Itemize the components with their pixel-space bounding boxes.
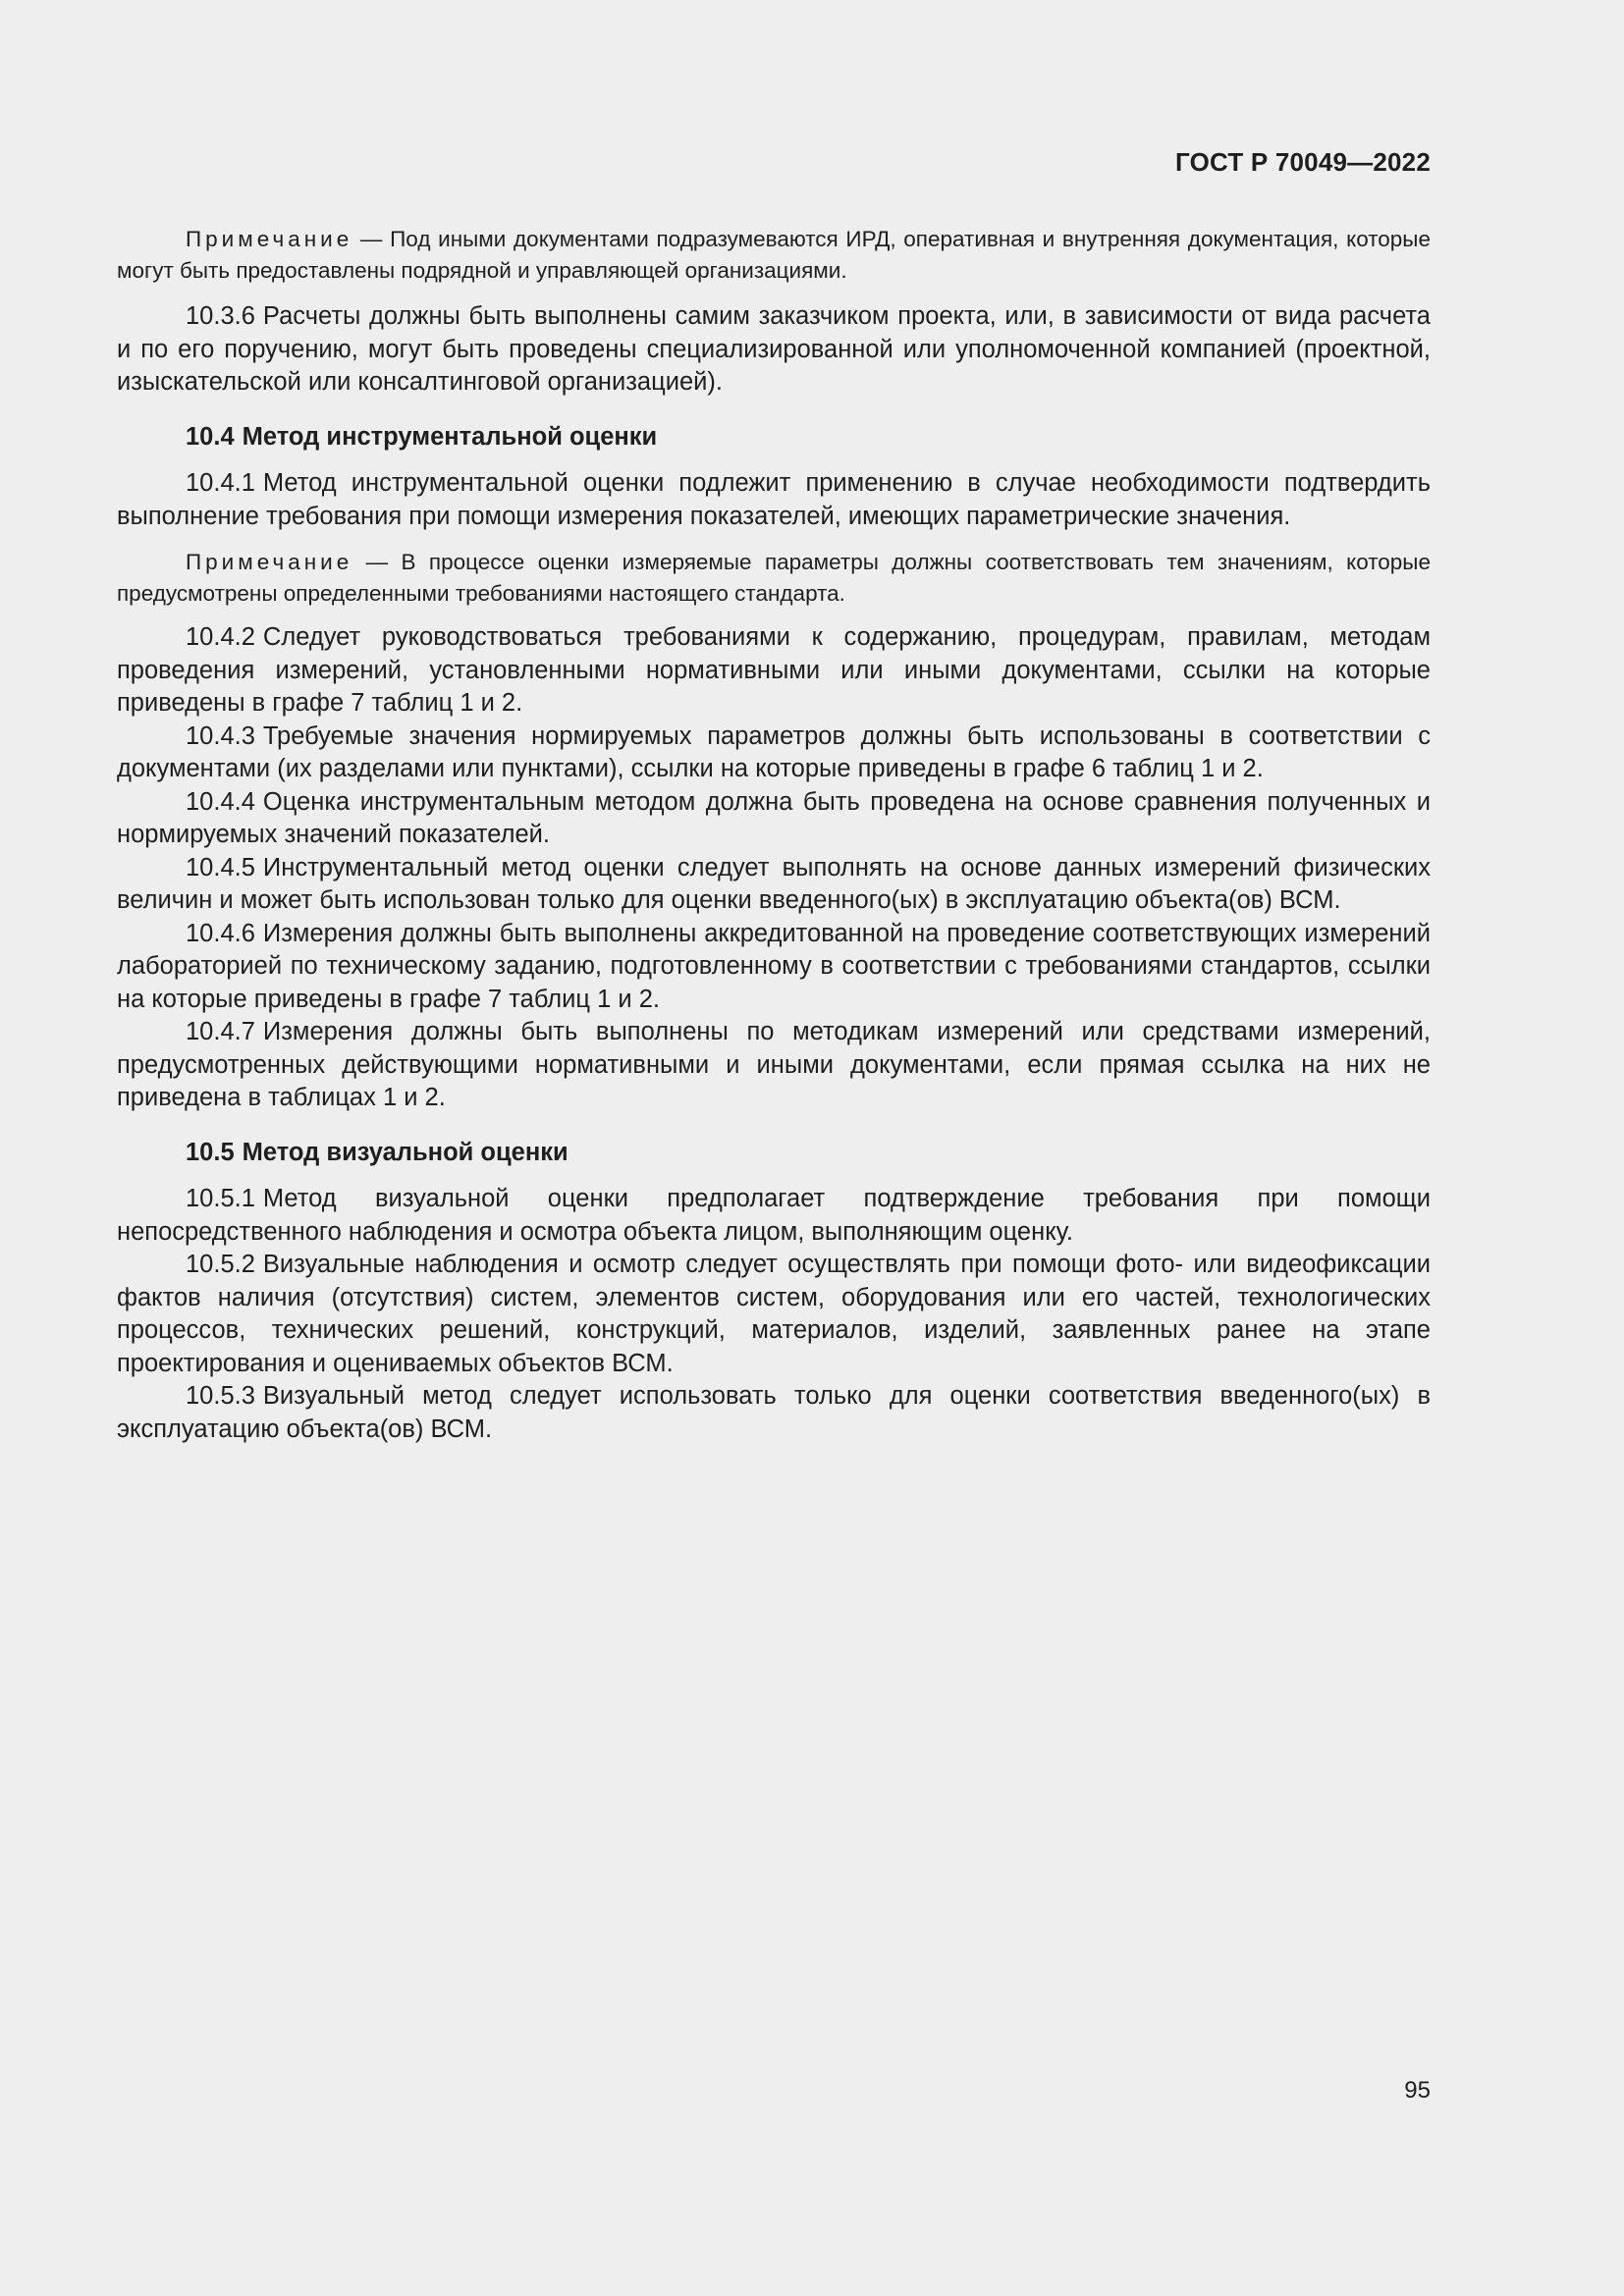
clause-10-3-6 — [117, 300, 1431, 400]
clause-text: Следует руководствоваться требованиями к содержанию, процедурам, правилам, методам проведения измерений, установленными нормативными или иными документами, ссылки на которые приведены в графе 7 таблиц 1 и 2. — [117, 623, 1431, 717]
clause-number: 10.4.5 — [186, 853, 255, 881]
clause-text: Расчеты должны быть выполнены самим заказчиком проекта, или, в зависимости от вида расчета и по его поручению, могут быть проведены специализированной или уполномоченной компанией (проектной, изыскательской или консалтинговой организацией). — [117, 302, 1431, 396]
clause-10-5-1 — [117, 1183, 1431, 1249]
clause-text: Измерения должны быть выполнены по методикам измерений или средствами измерений, предусмотренных действующими нормативными и иными документами, если прямая ссылка на них не приведена в таблицах 1 и 2. — [117, 1018, 1431, 1111]
section-title: Метод визуальной оценки — [242, 1138, 568, 1166]
clause-number: 10.4.6 — [186, 919, 255, 947]
clause-10-5-2 — [117, 1249, 1431, 1380]
clause-number: 10.4.2 — [186, 623, 255, 651]
clause-number: 10.4.4 — [186, 787, 255, 816]
clause-text: Измерения должны быть выполнены аккредитованной на проведение соответствующих измерений лабораторией по техническому заданию, подготовленному в соответствии с требованиями стандартов, ссылки на которые приведены в графе 7 таблиц 1 и 2. — [117, 919, 1431, 1013]
clause-number: 10.4.1 — [186, 469, 255, 497]
section-number: 10.4 — [186, 422, 235, 451]
clause-text: Метод визуальной оценки предполагает подтверждение требования при помощи непосредственного наблюдения и осмотра объекта лицом, выполняющим оценку. — [117, 1185, 1431, 1246]
note-paragraph — [117, 547, 1431, 610]
clause-text: Визуальные наблюдения и осмотр следует осуществлять при помощи фото- или видеофиксации фактов наличия (отсутствия) систем, элементов систем, оборудования или его частей, технологических процессов, технических решений, конструкций, материалов, изделий, заявленных ранее на этапе проектирования и оцениваемых объектов ВСМ. — [117, 1251, 1431, 1377]
section-number: 10.5 — [186, 1138, 235, 1166]
clause-number: 10.3.6 — [186, 302, 255, 330]
document-code-header: ГОСТ Р 70049—2022 — [1175, 147, 1431, 177]
clause-text: Требуемые значения нормируемых параметров должны быть использованы в соответствии с документами (их разделами или пунктами), ссылки на которые приведены в графе 6 таблиц 1 и 2. — [117, 721, 1431, 782]
page-body — [117, 224, 1431, 1446]
clause-10-4-6 — [117, 918, 1431, 1017]
clause-text: Инструментальный метод оценки следует выполнять на основе данных измерений физических величин и может быть использован только для оценки введенного(ых) в эксплуатацию объекта(ов) ВСМ. — [117, 853, 1431, 914]
clause-number: 10.5.3 — [186, 1382, 255, 1410]
clause-10-4-4 — [117, 786, 1431, 852]
clause-number: 10.4.3 — [186, 721, 255, 750]
clause-10-4-3 — [117, 721, 1431, 786]
section-heading-10-4 — [117, 421, 1431, 454]
note-paragraph — [117, 224, 1431, 287]
clause-10-4-1 — [117, 467, 1431, 533]
clause-10-4-2 — [117, 621, 1431, 721]
page-number: 95 — [1404, 2077, 1431, 2104]
clause-number: 10.5.1 — [186, 1185, 255, 1212]
clause-10-4-7 — [117, 1016, 1431, 1115]
note-label: Примечание — [186, 550, 353, 574]
clause-text: Метод инструментальной оценки подлежит применению в случае необходимости подтвердить выполнение требования при помощи измерения показателей, имеющих параметрические значения. — [117, 469, 1431, 530]
section-heading-10-5 — [117, 1137, 1431, 1170]
clause-text: Оценка инструментальным методом должна быть проведена на основе сравнения полученных и нормируемых значений показателей. — [117, 787, 1431, 848]
clause-10-4-5 — [117, 852, 1431, 918]
note-text: — Под иными документами подразумеваются ИРД, оперативная и внутренняя документация, которые могут быть предоставлены подрядной и управляющей организациями. — [117, 227, 1431, 283]
clause-number: 10.5.2 — [186, 1251, 255, 1278]
clause-number: 10.4.7 — [186, 1018, 255, 1045]
note-label: Примечание — [186, 227, 353, 251]
clause-10-5-3 — [117, 1380, 1431, 1446]
note-text: — В процессе оценки измеряемые параметры должны соответствовать тем значениям, которые предусмотрены определенными требованиями настоящего стандарта. — [117, 550, 1431, 606]
clause-text: Визуальный метод следует использовать только для оценки соответствия введенного(ых) в эксплуатацию объекта(ов) ВСМ. — [117, 1382, 1431, 1443]
section-title: Метод инструментальной оценки — [242, 422, 658, 451]
